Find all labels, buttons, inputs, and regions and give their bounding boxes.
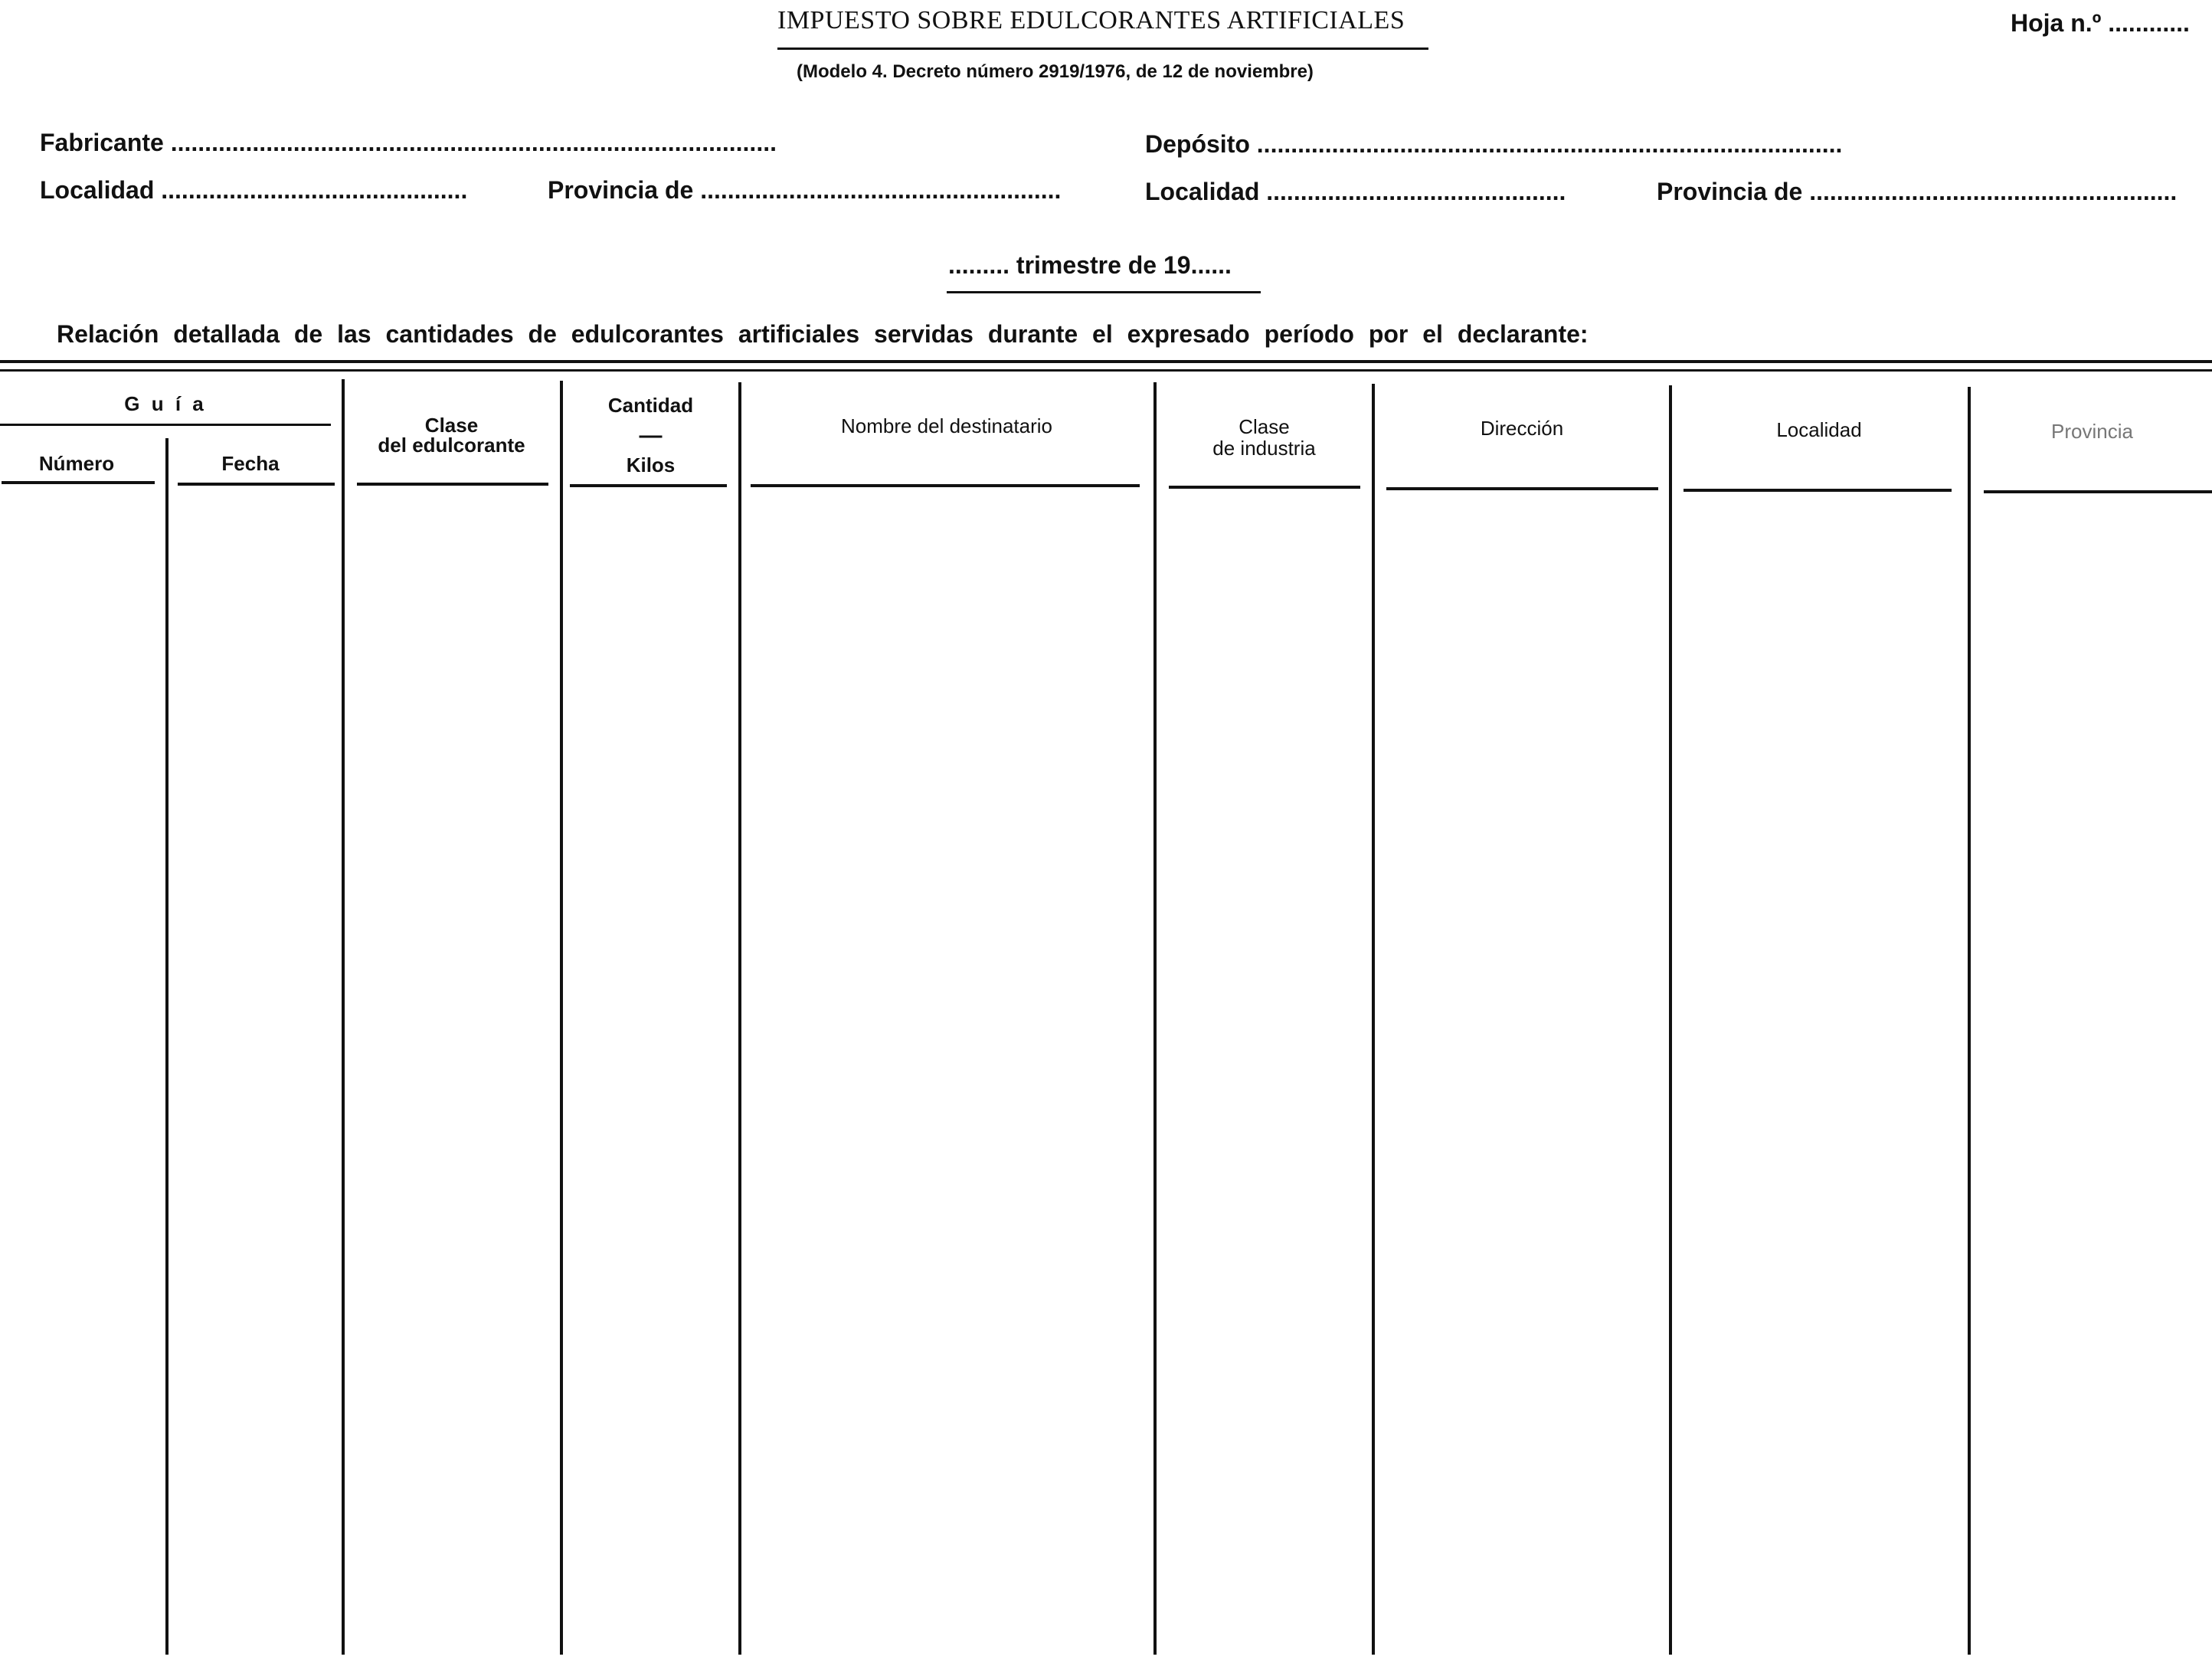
header-clase-line1: Clase (424, 414, 479, 437)
header-rule (1386, 487, 1658, 490)
fabricante-field: Fabricante ......................................................................................... (40, 129, 777, 156)
localidad-field-left: Localidad ............................................. (40, 176, 468, 204)
table-top-rule (0, 360, 2212, 363)
guia-group-rule (0, 424, 331, 426)
header-direccion: Dirección (1480, 417, 1564, 440)
provincia-field-right: Provincia de ...................................................... (1657, 178, 2178, 205)
header-kilos: Kilos (626, 453, 676, 476)
header-numero: Número (38, 452, 115, 475)
header-cantidad-dash: — (639, 423, 663, 448)
column-separator (738, 382, 741, 1655)
header-rule (751, 484, 1140, 487)
column-separator (1968, 387, 1971, 1655)
form-title: IMPUESTO SOBRE EDULCORANTES ARTIFICIALES (777, 6, 1405, 34)
column-separator (1153, 382, 1157, 1655)
column-separator (1669, 385, 1672, 1655)
header-industria-line1: Clase (1239, 415, 1290, 438)
form-subtitle: (Modelo 4. Decreto número 2919/1976, de 12 de noviembre) (797, 61, 1314, 82)
sheet-number-field: Hoja n.º ............ (2011, 9, 2190, 37)
header-rule (2, 481, 155, 484)
header-rule (178, 483, 335, 486)
header-rule (1684, 489, 1952, 492)
header-guia: G u í a (124, 392, 207, 415)
period-field: ......... trimestre de 19...... (948, 251, 1232, 279)
column-separator (1372, 384, 1375, 1655)
column-separator (560, 381, 563, 1655)
column-separator (165, 438, 169, 1655)
header-rule (357, 483, 548, 486)
intro-text: Relación detallada de las cantidades de edulcorantes artificiales servidas durante el expresado período por el declarante: (57, 320, 1589, 348)
header-rule (570, 484, 727, 487)
provincia-field-left: Provincia de ..................................................... (548, 176, 1062, 204)
period-underline (947, 291, 1261, 293)
header-nombre-destinatario: Nombre del destinatario (840, 414, 1053, 437)
column-separator (342, 379, 345, 1655)
header-cantidad: Cantidad (607, 394, 694, 417)
header-provincia: Provincia (2051, 420, 2133, 443)
header-clase-line2: del edulcorante (378, 434, 525, 457)
header-rule (1984, 490, 2212, 493)
header-industria-line2: de industria (1212, 437, 1316, 460)
header-localidad: Localidad (1776, 418, 1862, 441)
header-rule (1169, 486, 1360, 489)
header-fecha: Fecha (221, 452, 280, 475)
title-underline (777, 47, 1428, 50)
localidad-field-right: Localidad ............................................ (1145, 178, 1566, 205)
table-top-rule-2 (0, 369, 2212, 372)
deposito-field: Depósito ...................................................................................... (1145, 130, 1843, 158)
